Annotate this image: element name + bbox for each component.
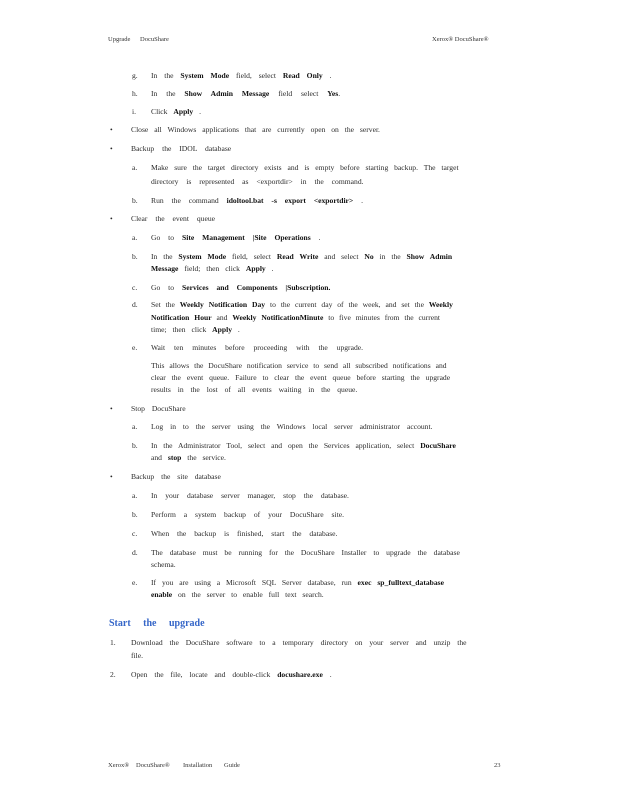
list-item: Stop DocuShare (131, 404, 186, 413)
list-item: Go to Site Management |Site Operations . (151, 233, 321, 242)
footer-doc-label: Guide (224, 762, 240, 769)
page-number: 23 (494, 762, 501, 769)
list-marker: b. (132, 441, 138, 450)
list-item: Perform a system backup of your DocuShare site. (151, 510, 344, 519)
list-item: Run the command idoltool.bat -s export <exportdir> . (151, 196, 364, 205)
list-marker: c. (132, 529, 138, 538)
header-product: DocuShare (140, 36, 169, 43)
step-item-continued: file. (131, 651, 144, 660)
list-item: Go to Services and Components |Subscription. (151, 283, 331, 292)
list-marker: g. (132, 71, 138, 80)
bullet: • (110, 404, 113, 413)
bullet: • (110, 214, 113, 223)
list-item: Clear the event queue (131, 214, 215, 223)
section-heading: Start the upgrade (109, 618, 205, 629)
list-item-continued: Message field; then click Apply . (151, 264, 274, 273)
list-marker: d. (132, 300, 138, 309)
list-marker: a. (132, 163, 138, 172)
list-item: In your database server manager, stop the database. (151, 491, 349, 500)
paragraph-line: This allows the DocuShare notification service to send all subscribed notifications and (151, 361, 447, 370)
list-marker: a. (132, 491, 138, 500)
list-item: In the System Mode field, select Read Write and select No in the Show Admin (151, 252, 453, 261)
list-marker: c. (132, 283, 138, 292)
list-item: Set the Weekly Notification Day to the current day of the week, and set the Weekly (151, 300, 453, 309)
list-item-continued: enable on the server to enable full text search. (151, 590, 324, 599)
step-number: 2. (110, 670, 116, 679)
list-marker: d. (132, 548, 138, 557)
step-number: 1. (110, 638, 116, 647)
step-item: Download the DocuShare software to a temporary directory on your server and unzip the (131, 638, 467, 647)
list-item: Close all Windows applications that are currently open on the server. (131, 125, 380, 134)
list-marker: b. (132, 196, 138, 205)
bullet: • (110, 472, 113, 481)
list-marker: e. (132, 343, 138, 352)
bullet: • (110, 144, 113, 153)
list-marker: a. (132, 233, 138, 242)
footer-brand: Xerox® (108, 762, 130, 769)
list-item: Wait ten minutes before proceeding with the upgrade. (151, 343, 364, 352)
header-section: Upgrade (108, 36, 131, 43)
list-item: When the backup is finished, start the database. (151, 529, 338, 538)
list-item: In the Show Admin Message field select Yes. (151, 89, 341, 98)
list-marker: h. (132, 89, 138, 98)
list-item: The database must be running for the DocuShare Installer to upgrade the database (151, 548, 460, 557)
list-item: Click Apply . (151, 107, 202, 116)
list-item-continued: and stop the service. (151, 453, 226, 462)
footer-product: DocuShare® (136, 762, 170, 769)
list-marker: b. (132, 510, 138, 519)
step-item: Open the file, locate and double-click docushare.exe . (131, 670, 332, 679)
list-marker: b. (132, 252, 138, 261)
list-item: Make sure the target directory exists and is empty before starting backup. The target (151, 163, 459, 172)
list-marker: a. (132, 422, 138, 431)
paragraph-line: clear the event queue. Failure to clear the event queue before starting the upgrade (151, 373, 451, 382)
list-item-continued: time; then click Apply . (151, 325, 240, 334)
list-item: Backup the site database (131, 472, 221, 481)
list-marker: e. (132, 578, 138, 587)
list-item: If you are using a Microsoft SQL Server database, run exec sp_fulltext_database (151, 578, 444, 587)
list-item-continued: schema. (151, 560, 176, 569)
header-brand: Xerox® DocuShare® (432, 36, 489, 43)
paragraph-line: results in the lost of all events waiting in the queue. (151, 385, 358, 394)
list-item: In the Administrator Tool, select and open the Services application, select DocuShare (151, 441, 456, 450)
list-item: Backup the IDOL database (131, 144, 232, 153)
list-item: Log in to the server using the Windows local server administrator account. (151, 422, 433, 431)
list-item-continued: directory is represented as <exportdir> in the command. (151, 177, 364, 186)
bullet: • (110, 125, 113, 134)
list-item: In the System Mode field, select Read Only . (151, 71, 332, 80)
footer-doc-type: Installation (183, 762, 213, 769)
list-item-continued: Notification Hour and Weekly NotificationMinute to five minutes from the current (151, 313, 441, 322)
list-marker: i. (132, 107, 137, 116)
